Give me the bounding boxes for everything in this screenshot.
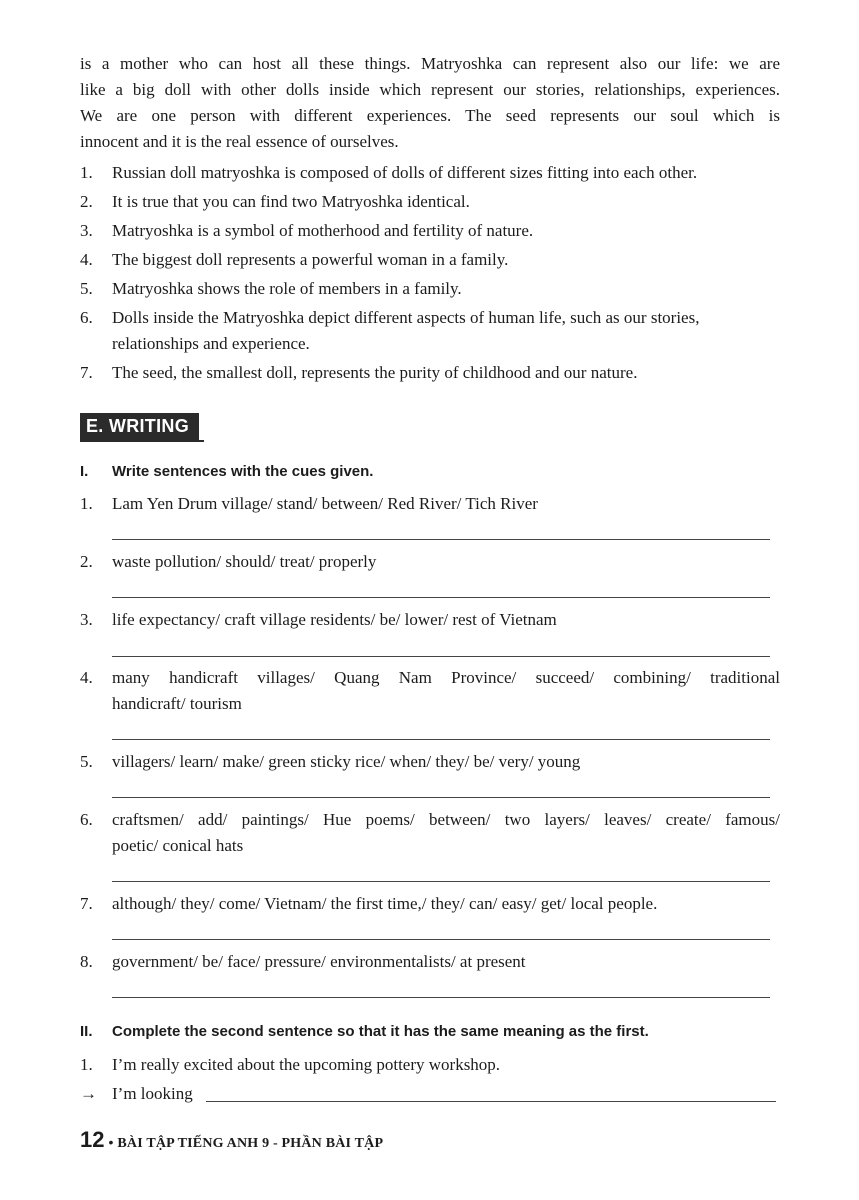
statement-text: Russian doll matryoshka is composed of dolls of different sizes fitting into each other. (112, 163, 698, 182)
item-number: 4. (80, 668, 93, 687)
item-number: 2. (80, 192, 93, 211)
passage-line: is a mother who can host all these things. Matryoshka can represent also our life: we are (80, 54, 780, 73)
cue-text: Lam Yen Drum village/ stand/ between/ Red River/ Tich River (112, 494, 538, 513)
section-title-underline (80, 440, 204, 442)
rewrite-prompt: I’m looking (112, 1084, 193, 1103)
item-number: 2. (80, 552, 93, 571)
book-title: BÀI TẬP TIẾNG ANH 9 - PHẦN BÀI TẬP (117, 1136, 384, 1151)
cue-text: waste pollution/ should/ treat/ properly (112, 552, 377, 571)
cue-text: poetic/ conical hats (112, 836, 244, 855)
part-label: I. (80, 463, 89, 480)
item-number: 8. (80, 952, 93, 971)
original-sentence: I’m really excited about the upcoming pottery workshop. (112, 1055, 501, 1074)
statement-text: It is true that you can find two Matryoshka identical. (112, 192, 470, 211)
answer-line[interactable] (112, 656, 770, 657)
passage-line: We are one person with different experiences. The seed represents our soul which is (80, 106, 780, 125)
statement-text: relationships and experience. (112, 334, 310, 353)
instruction-text: Write sentences with the cues given. (112, 463, 374, 480)
statement-text: Matryoshka is a symbol of motherhood and fertility of nature. (112, 221, 534, 240)
item-number: 1. (80, 494, 93, 513)
answer-line[interactable] (112, 881, 770, 882)
statement-text: Dolls inside the Matryoshka depict different aspects of human life, such as our stories, (112, 308, 700, 327)
answer-line[interactable] (112, 597, 770, 598)
answer-line[interactable] (112, 539, 770, 540)
cue-text: life expectancy/ craft village residents/ be/ lower/ rest of Vietnam (112, 610, 557, 629)
answer-line[interactable] (112, 797, 770, 798)
item-number: 5. (80, 752, 93, 771)
part-label: II. (80, 1023, 93, 1040)
section-title: E. WRITING (80, 413, 199, 440)
statement-text: The seed, the smallest doll, represents the purity of childhood and our nature. (112, 363, 638, 382)
passage-line: innocent and it is the real essence of ourselves. (80, 132, 399, 151)
item-number: 1. (80, 1055, 93, 1074)
cue-text: craftsmen/ add/ paintings/ Hue poems/ between/ two layers/ leaves/ create/ famous/ (112, 810, 780, 829)
item-number: 6. (80, 810, 93, 829)
cue-text: villagers/ learn/ make/ green sticky rice/ when/ they/ be/ very/ young (112, 752, 581, 771)
item-number: 5. (80, 279, 93, 298)
instruction-text: Complete the second sentence so that it has the same meaning as the first. (112, 1023, 649, 1040)
passage-line: like a big doll with other dolls inside which represent our stories, relationships, experiences. (80, 80, 780, 99)
statement-text: The biggest doll represents a powerful woman in a family. (112, 250, 509, 269)
item-number: 7. (80, 363, 93, 382)
item-number: 3. (80, 610, 93, 629)
item-number: 1. (80, 163, 93, 182)
answer-line[interactable] (112, 939, 770, 940)
cue-text: although/ they/ come/ Vietnam/ the first time,/ they/ can/ easy/ get/ local people. (112, 894, 658, 913)
cue-text: handicraft/ tourism (112, 694, 242, 713)
answer-line[interactable] (112, 739, 770, 740)
item-number: 7. (80, 894, 93, 913)
cue-text: many handicraft villages/ Quang Nam Province/ succeed/ combining/ traditional (112, 668, 780, 687)
cue-text: government/ be/ face/ pressure/ environmentalists/ at present (112, 952, 526, 971)
bullet-separator: • (108, 1134, 114, 1150)
item-number: 4. (80, 250, 93, 269)
answer-line[interactable] (206, 1101, 776, 1102)
arrow-icon: → (80, 1084, 97, 1103)
statement-text: Matryoshka shows the role of members in a family. (112, 279, 462, 298)
item-number: 3. (80, 221, 93, 240)
reading-passage-end (80, 51, 780, 155)
page-footer (80, 1127, 383, 1153)
page-number: 12 (80, 1127, 105, 1152)
answer-line[interactable] (112, 997, 770, 998)
item-number: 6. (80, 308, 93, 327)
